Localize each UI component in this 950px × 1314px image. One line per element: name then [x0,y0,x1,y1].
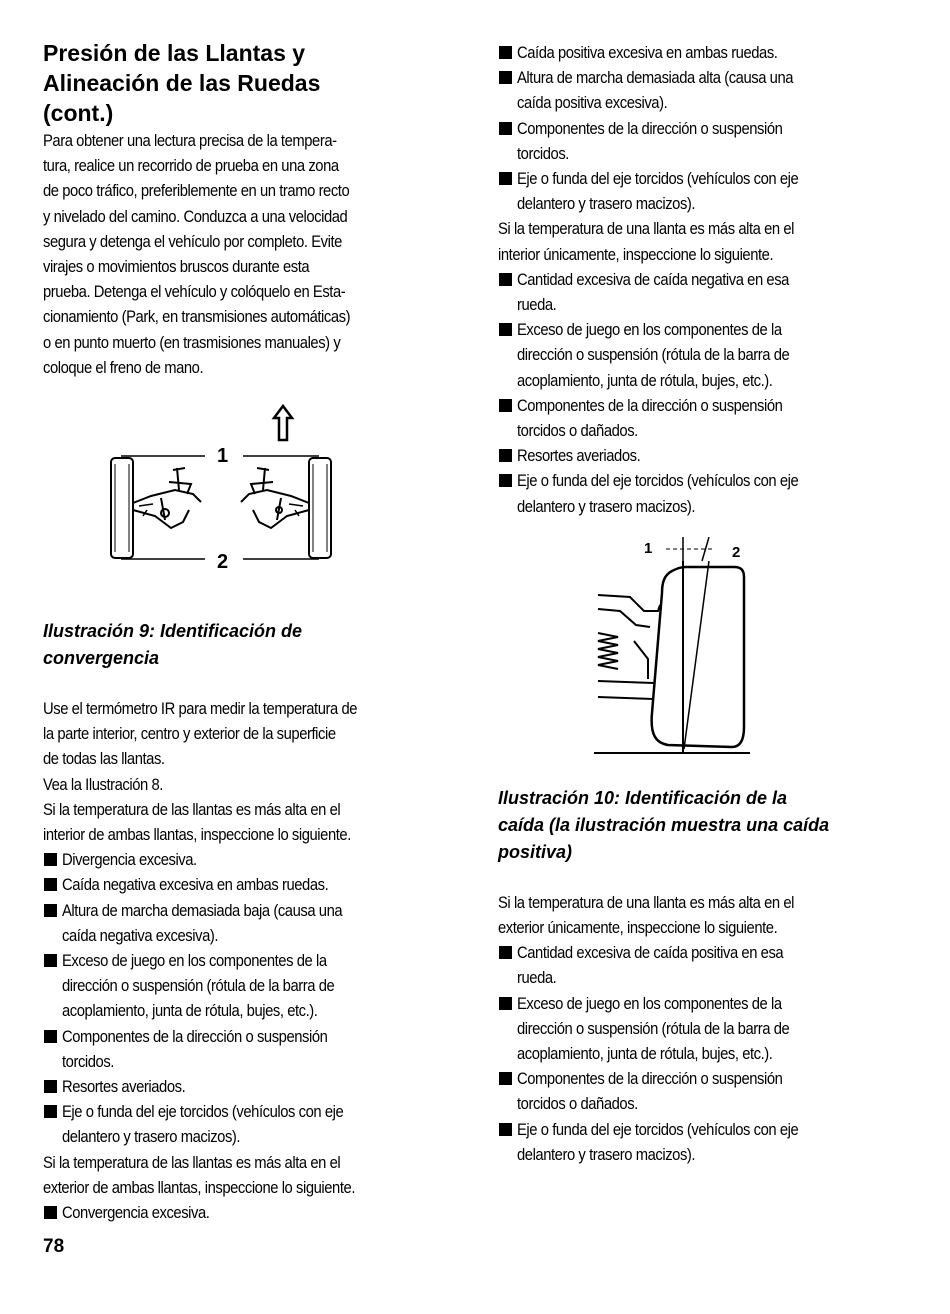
outer-both-paragraph: Si la temperatura de las llantas es más alta en el exterior de ambas llantas, inspeccione lo siguiente. [43,1152,355,1197]
right-column [498,40,868,1167]
page-number: 78 [43,1236,65,1257]
figure-10-caption: Ilustración 10: Identificación de la caída (la ilustración muestra una caída positiva) [498,787,830,862]
right-top-checklist [498,40,868,216]
list-item: Eje o funda del eje torcidos (vehículos con eje delantero y trasero macizos). [498,1117,868,1167]
list-item: Componentes de la dirección o suspensión torcidos o dañados. [498,1066,868,1116]
intro-paragraph: Para obtener una lectura precisa de la tempera- tura, realice un recorrido de prueba en una zona de poco tráfico, preferiblemente en un tramo recto y nivelado del camino. Conduzca a una velocidad segura y detenga el vehículo por completo. Evite virajes o movimientos bruscos durante esta prueba. Detenga el vehículo y colóquelo en Esta- cionamiento (Park, en transmisiones automáticas) o en punto muerto (en trasmisiones manuales) y coloque el freno de mano. [43,131,351,377]
right-tire [309,458,331,558]
outer-one-checklist [498,940,868,1167]
list-item: Divergencia excesiva. [43,847,415,872]
tilted-tire [652,567,744,747]
label-2: 2 [217,551,229,574]
outer-both-checklist [43,1200,415,1225]
list-item: Exceso de juego en los componentes de la dirección o suspensión (rótula de la barra de acoplamiento, junta de rótula, bujes, etc.). [43,948,415,1024]
list-item: Resortes averiados. [43,1074,415,1099]
list-item: Caída positiva excesiva en ambas ruedas. [498,40,868,65]
list-item: Cantidad excesiva de caída negativa en esa rueda. [498,267,868,317]
page-title: Presión de las Llantas y Alineación de las Ruedas (cont.) [43,40,321,126]
list-item: Altura de marcha demasiada alta (causa una caída positiva excesiva). [498,65,868,115]
list-item: Componentes de la dirección o suspensión torcidos o dañados. [498,393,868,443]
outer-one-paragraph: Si la temperatura de una llanta es más alta en el exterior únicamente, inspeccione lo siguiente. [498,892,795,938]
list-item: Eje o funda del eje torcidos (vehículos con eje delantero y trasero macizos). [498,166,868,216]
measure-paragraph: Use el termómetro IR para medir la temperatura de la parte interior, centro y exterior de la superficie de todas las llantas. Vea la Ilustración 8. Si la temperatura de las llantas es más alta en el interior de ambas llantas, inspeccione lo siguiente. [43,699,358,845]
list-item: Exceso de juego en los componentes de la dirección o suspensión (rótula de la barra de acoplamiento, junta de rótula, bujes, etc.). [498,991,868,1067]
label-2: 2 [732,543,741,561]
left-column [43,38,415,1225]
list-item: Resortes averiados. [498,443,868,468]
list-item: Cantidad excesiva de caída positiva en esa rueda. [498,940,868,990]
list-item: Convergencia excesiva. [43,1200,415,1225]
list-item: Componentes de la dirección o suspensión torcidos. [43,1024,415,1074]
list-item: Exceso de juego en los componentes de la dirección o suspensión (rótula de la barra de acoplamiento, junta de rótula, bujes, etc.). [498,317,868,393]
figure-9-caption: Ilustración 9: Identificación de convergencia [43,621,303,669]
toe-identification-diagram [103,398,403,588]
right-suspension [241,468,309,528]
forward-arrow-icon [274,406,292,440]
list-item: Caída negativa excesiva en ambas ruedas. [43,872,415,897]
inner-one-checklist [498,267,868,519]
label-1: 1 [217,445,229,468]
inner-both-checklist [43,847,415,1149]
spring-icon [598,633,618,669]
inner-one-paragraph: Si la temperatura de una llanta es más alta en el interior únicamente, inspeccione lo siguiente. [498,219,795,264]
list-item: Componentes de la dirección o suspensión torcidos. [498,116,868,166]
list-item: Eje o funda del eje torcidos (vehículos con eje delantero y trasero macizos). [498,468,868,518]
camber-identification-diagram [594,537,854,767]
list-item: Altura de marcha demasiada baja (causa una caída negativa excesiva). [43,898,415,948]
list-item: Eje o funda del eje torcidos (vehículos con eje delantero y trasero macizos). [43,1099,415,1149]
left-tire [111,458,133,558]
left-suspension [133,468,201,528]
label-1: 1 [644,539,653,557]
